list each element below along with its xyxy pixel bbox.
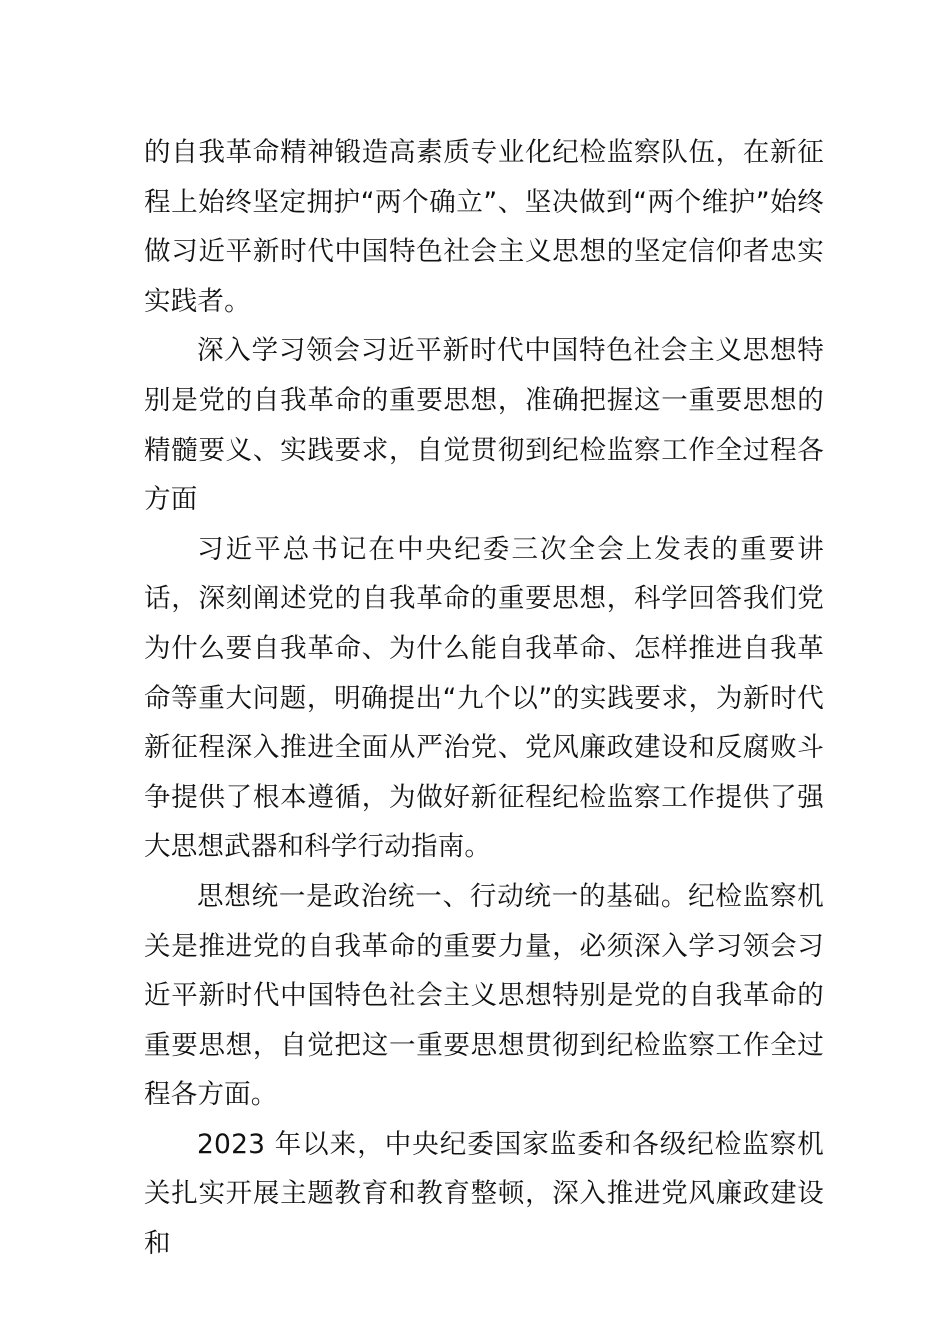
paragraph-1: 的自我革命精神锻造高素质专业化纪检监察队伍，在新征程上始终坚定拥护“两个确立”、坚决做到“两个维护”始终做习近平新时代中国特色社会主义思想的坚定信仰者忠实实践者。 (144, 137, 824, 317)
paragraph-4: 思想统一是政治统一、行动统一的基础。纪检监察机关是推进党的自我革命的重要力量，必须深入学习领会习近平新时代中国特色社会主义思想特别是党的自我革命的重要思想，自觉把这一重要思想贯彻到纪检监察工作全过程各方面。 (144, 880, 824, 1111)
document-body (144, 128, 824, 1269)
paragraph-5: 2023 年以来，中央纪委国家监委和各级纪检监察机关扎实开展主题教育和教育整顿，深入推进党风廉政建设和 (144, 1128, 824, 1260)
paragraph-2: 深入学习领会习近平新时代中国特色社会主义思想特别是党的自我革命的重要思想，准确把握这一重要思想的精髓要义、实践要求，自觉贯彻到纪检监察工作全过程各方面 (144, 335, 824, 516)
paragraph-3: 习近平总书记在中央纪委三次全会上发表的重要讲话，深刻阐述党的自我革命的重要思想，科学回答我们党为什么要自我革命、为什么能自我革命、怎样推进自我革命等重大问题，明确提出“九个以”的实践要求，为新时代新征程深入推进全面从严治党、党风廉政建设和反腐败斗争提供了根本遵循，为做好新征程纪检监察工作提供了强大思想武器和科学行动指南。 (144, 533, 824, 863)
